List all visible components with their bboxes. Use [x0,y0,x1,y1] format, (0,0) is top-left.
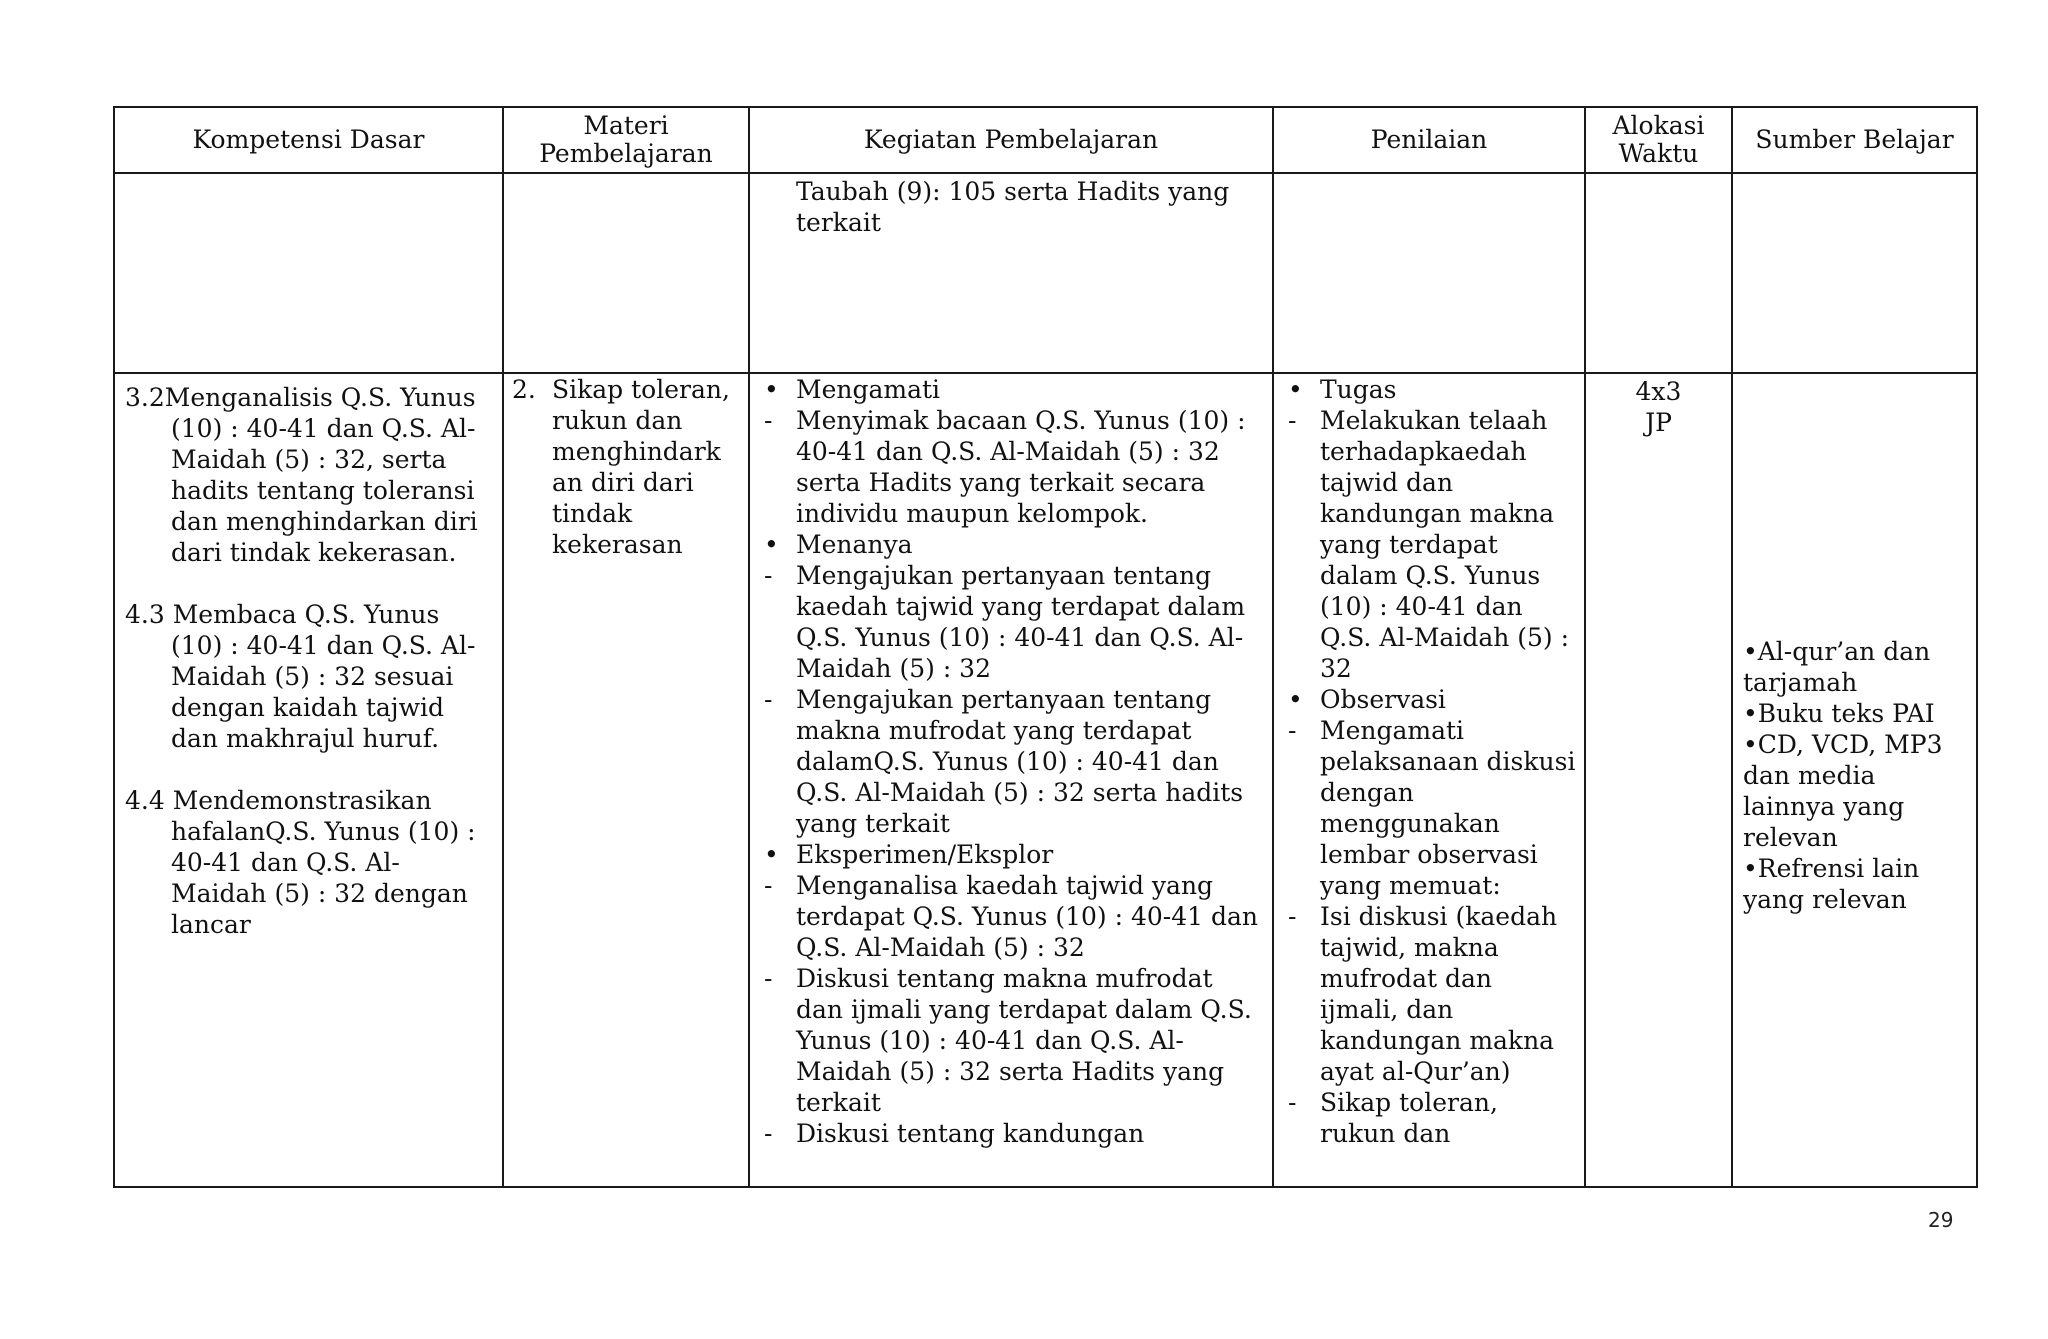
kegiatan-marker: - [764,1119,773,1148]
penilaian-item [1284,684,1578,715]
penilaian-text: Melakukan telaah terhadapkaedah tajwid dan kandungan makna yang terdapat dalam Q.S. Yunus (10) : 40-41 dan Q.S. Al-Maidah (5) : 32 [1320,406,1570,683]
penilaian-marker: - [1288,1088,1297,1117]
kompetensi-item: 4.4 Mendemonstrasikan hafalanQ.S. Yunus (10) : 40-41 dan Q.S. Al-Maidah (5) : 32 dengan lancar [125,786,476,939]
kegiatan-text: Diskusi tentang makna mufrodat dan ijmali yang terdapat dalam Q.S. Yunus (10) : 40-41 dan Q.S. Al-Maidah (5) : 32 serta Hadits yang terkait [796,964,1252,1117]
header-alokasi-line1: Alokasi [1612,111,1705,140]
kegiatan-item [760,684,1266,839]
penilaian-text: Tugas [1320,375,1397,404]
kegiatan-text: Menganalisa kaedah tajwid yang terdapat Q.S. Yunus (10) : 40-41 dan Q.S. Al-Maidah (5) : 32 [796,871,1258,962]
kegiatan-text: Menyimak bacaan Q.S. Yunus (10) : 40-41 dan Q.S. Al-Maidah (5) : 32 serta Hadits yang terkait secara individu maupun kelompok. [796,406,1246,528]
penilaian-marker: - [1288,406,1297,435]
cell-sumber [1732,373,1977,1187]
kegiatan-item [760,870,1266,963]
penilaian-item [1284,405,1578,684]
header-penilaian [1273,107,1585,173]
sumber-item: •Al-qur’an dan tarjamah [1743,637,1931,697]
kegiatan-text: Mengajukan pertanyaan tentang kaedah tajwid yang terdapat dalam Q.S. Yunus (10) : 40-41 dan Q.S. Al-Maidah (5) : 32 [796,561,1246,683]
cell-sumber-empty [1732,173,1977,373]
penilaian-item [1284,901,1578,1087]
cell-kompetensi-empty [114,173,503,373]
kompetensi-item: 3.2Menganalisis Q.S. Yunus (10) : 40-41 dan Q.S. Al-Maidah (5) : 32, serta hadits tentang toleransi dan menghindarkan diri dari tindak kekerasan. [125,383,478,567]
header-materi-line2: Pembelajaran [539,139,713,168]
cell-materi-empty [503,173,749,373]
materi-item [512,374,744,560]
kegiatan-marker: - [764,871,773,900]
cell-kegiatan [749,373,1273,1187]
kegiatan-text: Mengamati [796,375,941,404]
kegiatan-text: Diskusi tentang kandungan [796,1119,1145,1148]
kegiatan-continued-line2: terkait [796,208,881,237]
header-materi-line1: Materi [583,111,669,140]
page-number: 29 [1928,1208,1954,1232]
kegiatan-marker: - [764,964,773,993]
kegiatan-item [760,1118,1266,1149]
header-alokasi-line2: Waktu [1618,139,1699,168]
kegiatan-marker: • [764,530,779,559]
kegiatan-item [760,374,1266,405]
table-row-continuation [114,173,1977,373]
sumber-item: •Refrensi lain yang relevan [1743,854,1920,914]
header-alokasi [1585,107,1732,173]
kegiatan-marker: - [764,561,773,590]
cell-penilaian [1273,373,1585,1187]
kompetensi-item: 4.3 Membaca Q.S. Yunus (10) : 40-41 dan Q.S. Al-Maidah (5) : 32 sesuai dengan kaidah tajwid dan makhrajul huruf. [125,600,476,753]
kegiatan-item [760,405,1266,529]
header-kompetensi [114,107,503,173]
kegiatan-item [760,560,1266,684]
kegiatan-marker: • [764,840,779,869]
penilaian-text: Observasi [1320,685,1446,714]
kegiatan-item [760,529,1266,560]
sumber-item: •CD, VCD, MP3 dan media lainnya yang relevan [1743,730,1943,852]
kegiatan-marker: - [764,406,773,435]
cell-kegiatan-continued [749,173,1273,373]
kegiatan-marker: - [764,685,773,714]
table-row-main [114,373,1977,1187]
sumber-item: •Buku teks PAI [1743,699,1935,728]
kegiatan-continued-line1: Taubah (9): 105 serta Hadits yang [796,177,1230,206]
penilaian-marker: - [1288,716,1297,745]
penilaian-item [1284,1087,1578,1149]
penilaian-marker: - [1288,902,1297,931]
kegiatan-item [760,839,1266,870]
header-kegiatan-label: Kegiatan Pembelajaran [863,125,1159,154]
penilaian-marker: • [1288,375,1303,404]
cell-kompetensi [114,373,503,1187]
syllabus-table [113,106,1978,1188]
header-materi [503,107,749,173]
header-sumber-label: Sumber Belajar [1755,125,1954,154]
penilaian-text: Isi diskusi (kaedah tajwid, makna mufrodat dan ijmali, dan kandungan makna ayat al-Qur’an) [1320,902,1558,1086]
kegiatan-text: Eksperimen/Eksplor [796,840,1054,869]
materi-number: 2. [512,375,536,404]
kegiatan-text: Mengajukan pertanyaan tentang makna mufrodat yang terdapat dalamQ.S. Yunus (10) : 40-41 dan Q.S. Al-Maidah (5) : 32 serta hadits yang terkait [796,685,1244,838]
kegiatan-item [760,963,1266,1118]
header-row [114,107,1977,173]
cell-alokasi-empty [1585,173,1732,373]
penilaian-text: Sikap toleran, rukun dan [1320,1088,1498,1148]
cell-materi [503,373,749,1187]
header-kompetensi-label: Kompetensi Dasar [192,125,425,154]
alokasi-value: 4x3 [1635,377,1682,406]
materi-text: Sikap toleran, rukun dan menghindark an diri dari tindak kekerasan [552,375,730,559]
header-penilaian-label: Penilaian [1370,125,1488,154]
header-sumber [1732,107,1977,173]
penilaian-marker: • [1288,685,1303,714]
alokasi-unit: JP [1645,408,1672,437]
kegiatan-marker: • [764,375,779,404]
cell-penilaian-empty [1273,173,1585,373]
penilaian-item [1284,715,1578,901]
kegiatan-text: Menanya [796,530,913,559]
penilaian-item [1284,374,1578,405]
header-kegiatan [749,107,1273,173]
cell-alokasi [1585,373,1732,1187]
penilaian-text: Mengamati pelaksanaan diskusi dengan menggunakan lembar observasi yang memuat: [1320,716,1576,900]
